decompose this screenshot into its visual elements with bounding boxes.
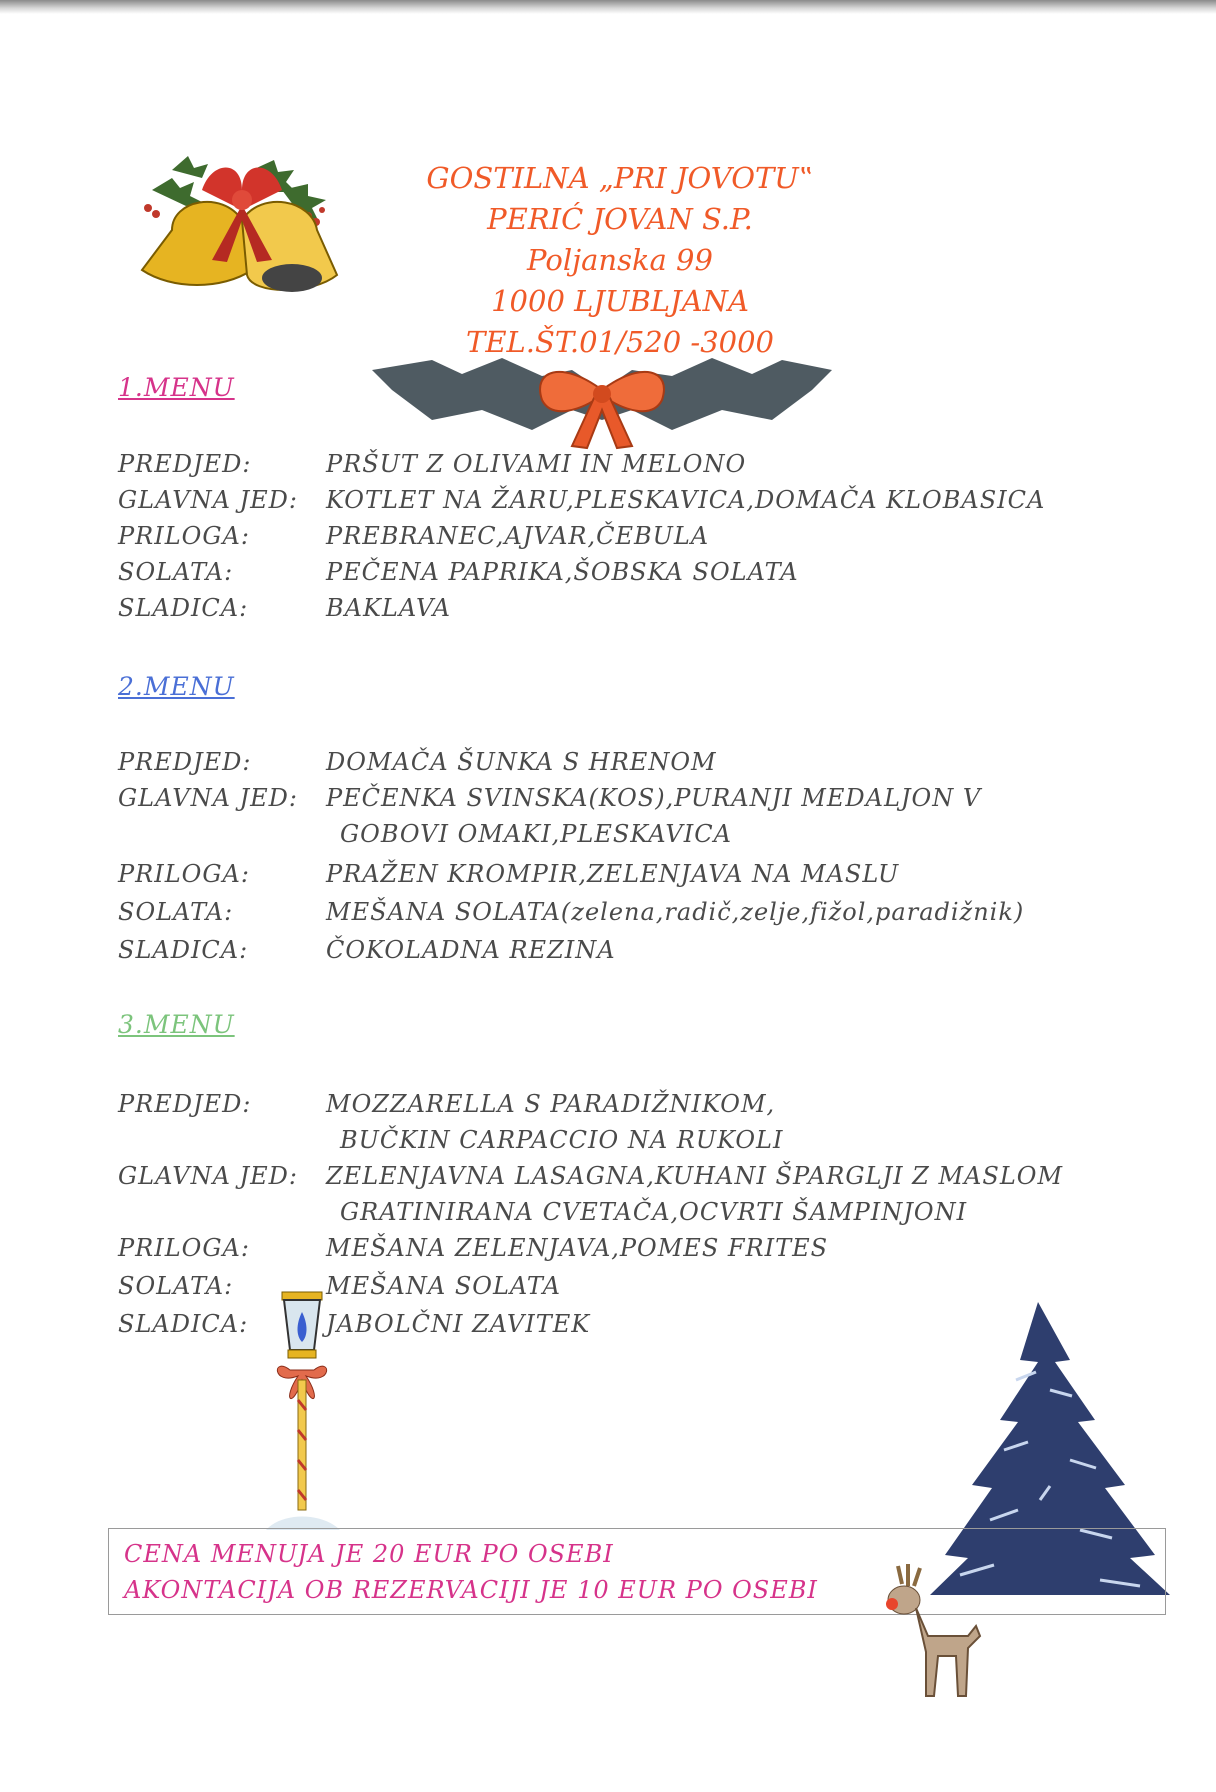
course-value: PEČENA PAPRIKA,ŠOBSKA SOLATA bbox=[326, 558, 799, 586]
course-value: KOTLET NA ŽARU,PLESKAVICA,DOMAČA KLOBASICA bbox=[326, 486, 1046, 514]
course-label: SOLATA: bbox=[118, 1272, 234, 1300]
course-value: GOBOVI OMAKI,PLESKAVICA bbox=[340, 820, 732, 848]
reindeer-icon bbox=[868, 1556, 988, 1706]
course-value: MEŠANA ZELENJAVA,POMES FRITES bbox=[326, 1234, 829, 1262]
price-line-1: CENA MENUJA JE 20 EUR PO OSEBI bbox=[124, 1540, 614, 1568]
course-value: ČOKOLADNA REZINA bbox=[326, 936, 616, 964]
scan-top-edge bbox=[0, 0, 1216, 14]
course-label: SLADICA: bbox=[118, 594, 249, 622]
course-value: GRATINIRANA CVETAČA,OCVRTI ŠAMPINJONI bbox=[340, 1198, 968, 1226]
christmas-bells-icon bbox=[132, 150, 352, 320]
price-line-2: AKONTACIJA OB REZERVACIJI JE 10 EUR PO OSEBI bbox=[124, 1576, 818, 1604]
course-label: GLAVNA JED: bbox=[118, 784, 299, 812]
course-value: PREBRANEC,AJVAR,ČEBULA bbox=[326, 522, 710, 550]
course-value: MEŠANA SOLATA(zelena,radič,zelje,fižol,paradižnik) bbox=[326, 898, 1025, 926]
course-label: PRILOGA: bbox=[118, 522, 250, 550]
course-value: PRŠUT Z OLIVAMI IN MELONO bbox=[326, 450, 747, 478]
restaurant-header bbox=[380, 158, 860, 363]
course-label: SOLATA: bbox=[118, 898, 234, 926]
garland-bow-icon bbox=[372, 350, 832, 450]
course-value: MEŠANA SOLATA bbox=[326, 1272, 561, 1300]
course-value: BAKLAVA bbox=[326, 594, 452, 622]
course-value: DOMAČA ŠUNKA S HRENOM bbox=[326, 748, 717, 776]
course-value: JABOLČNI ZAVITEK bbox=[326, 1310, 591, 1338]
course-label: PREDJED: bbox=[118, 1090, 252, 1118]
course-label: GLAVNA JED: bbox=[118, 1162, 299, 1190]
course-label: PRILOGA: bbox=[118, 860, 250, 888]
menu-3-title: 3.MENU bbox=[118, 1010, 235, 1039]
course-label: SLADICA: bbox=[118, 936, 249, 964]
restaurant-owner: PERIĆ JOVAN S.P. bbox=[487, 202, 753, 236]
restaurant-name: GOSTILNA „PRI JOVOTU‟ bbox=[426, 161, 814, 195]
menu-1-title: 1.MENU bbox=[118, 373, 235, 402]
course-value: PEČENKA SVINSKA(KOS),PURANJI MEDALJON V bbox=[326, 784, 982, 812]
restaurant-phone: TEL.ŠT.01/520 -3000 bbox=[466, 325, 774, 359]
course-label: PREDJED: bbox=[118, 748, 252, 776]
course-value: ZELENJAVNA LASAGNA,KUHANI ŠPARGLJI Z MASLOM bbox=[326, 1162, 1064, 1190]
street-lamp-icon bbox=[262, 1290, 342, 1540]
restaurant-city: 1000 LJUBLJANA bbox=[491, 284, 749, 318]
course-label: PREDJED: bbox=[118, 450, 252, 478]
course-label: SLADICA: bbox=[118, 1310, 249, 1338]
course-label: SOLATA: bbox=[118, 558, 234, 586]
course-label: PRILOGA: bbox=[118, 1234, 250, 1262]
course-value: BUČKIN CARPACCIO NA RUKOLI bbox=[340, 1126, 784, 1154]
course-label: GLAVNA JED: bbox=[118, 486, 299, 514]
restaurant-street: Poljanska 99 bbox=[527, 243, 713, 277]
course-value: PRAŽEN KROMPIR,ZELENJAVA NA MASLU bbox=[326, 860, 900, 888]
menu-2-title: 2.MENU bbox=[118, 672, 235, 701]
course-value: MOZZARELLA S PARADIŽNIKOM, bbox=[326, 1090, 776, 1118]
